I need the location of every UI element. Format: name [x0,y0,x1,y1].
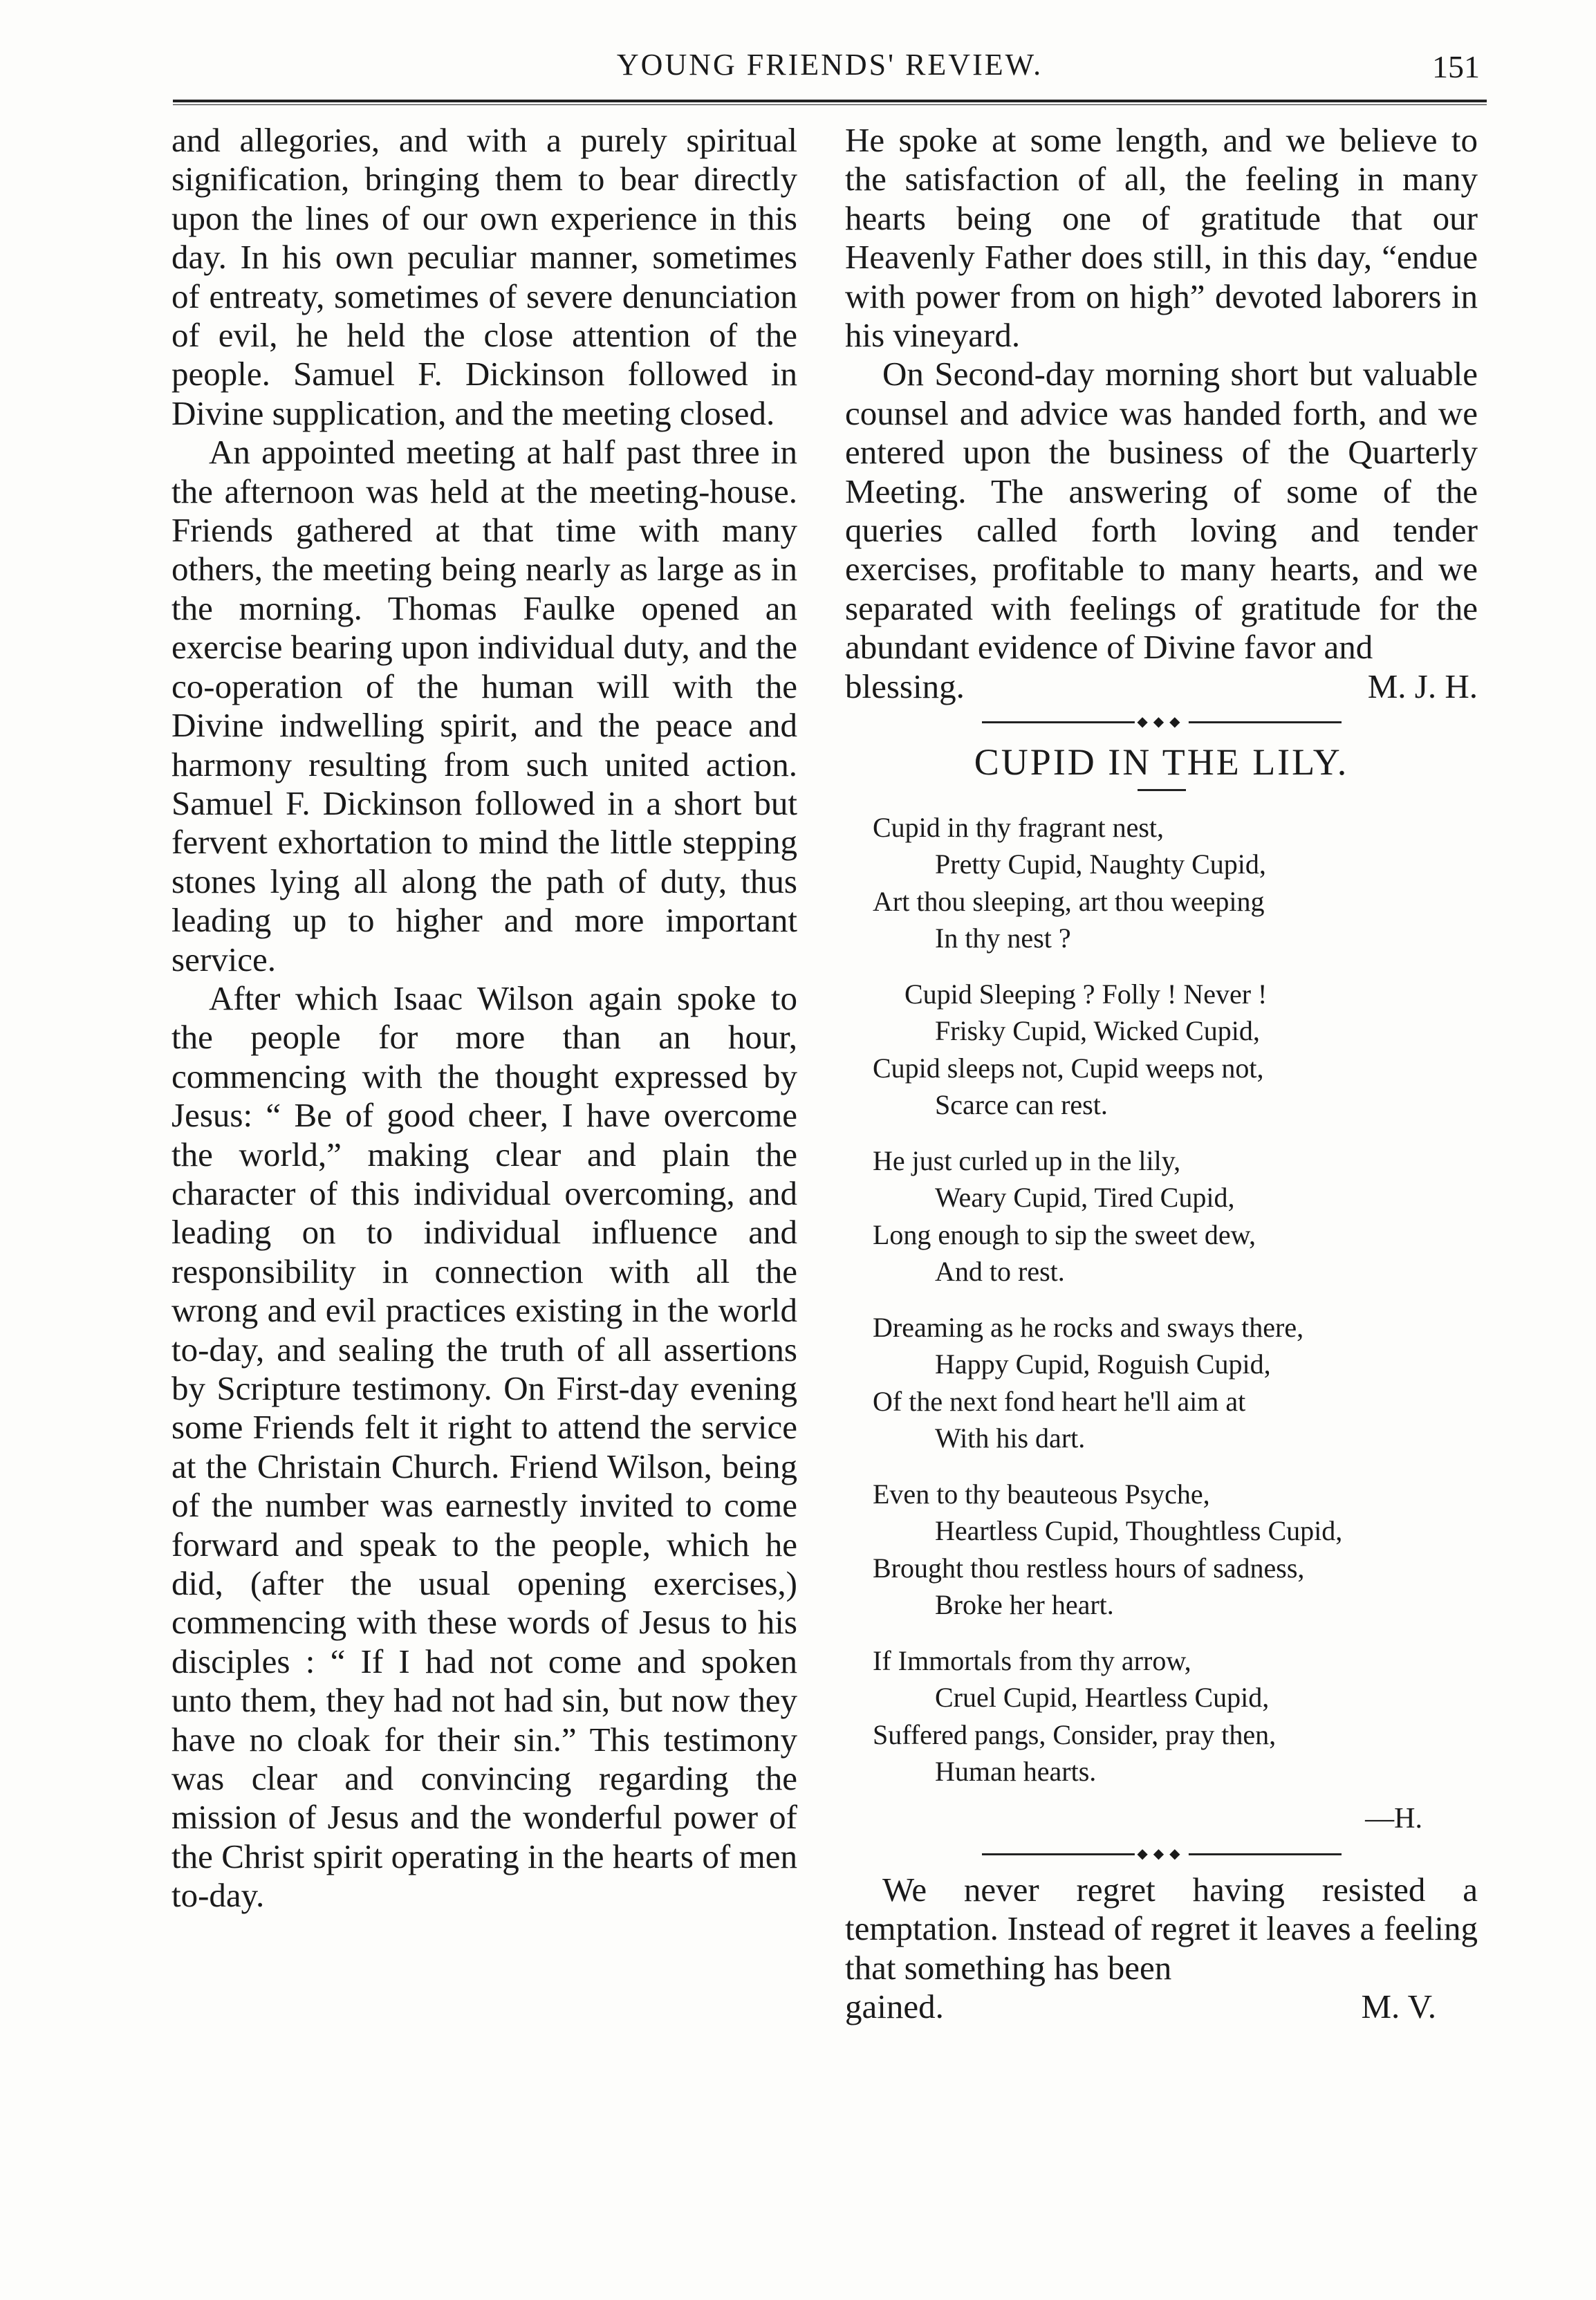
poem-line: Broke her heart. [935,1589,1114,1620]
poem-line: Scarce can rest. [935,1089,1108,1120]
poem-stanza [873,809,1478,957]
article-paragraph: On Second-day morning short but valuable counsel and advice was handed forth, and we entered upon the business of the Quarterly Meeting. The answering of some of the queries called forth loving and tender exercises, profitable to many hearts, and we separated with feelings of gratitude for the abundant evidence of Divine favor and [845,355,1478,667]
article-last-word: blessing. [845,667,965,705]
poem-line: And to rest. [935,1256,1065,1287]
running-title: YOUNG FRIENDS' REVIEW. [616,48,1043,82]
poem-stanza [873,1142,1478,1290]
poem-line: Pretty Cupid, Naughty Cupid, [935,848,1266,880]
poem-signature: —H. [1365,1802,1422,1835]
article-signature: M. J. H. [1367,667,1478,705]
poem-line: Even to thy beauteous Psyche, [873,1478,1210,1510]
header-rule [173,100,1487,105]
section-divider [982,1853,1342,1855]
poem-body [845,809,1478,1790]
poem-stanza [873,1642,1478,1790]
article-closing-line [845,667,1478,706]
title-underline [1138,789,1186,791]
article-paragraph: After which Isaac Wilson again spoke to the people for more than an hour, commencing with the thought expressed by Jesus: “ Be of good cheer, I have overcome the world,” making clear and plain the character of this individual overcoming, and leading on to individual influence and responsibility in connection with all the wrong and evil practices existing in the world to-day, and sealing the truth of all assertions by Scripture testimony. On First-day evening some Friends felt it right to attend the service at the Christain Church. Friend Wilson, being of the number was earnestly invited to come forward and speak to the people, which he did, (after the usual opening exercises,) commencing with these words of Jesus to his disciples : “ If I had not come and spoken unto them, they had not had sin, but now they have no cloak for their sin.” This testimony was clear and convincing regarding the mission of Jesus and the wonderful power of the Christ spirit operating in the hearts of men to-day. [171,979,797,1915]
poem-line: Cupid in thy fragrant nest, [873,811,1164,843]
section-divider [982,721,1342,723]
closing-signature: M. V. [1361,1987,1436,2026]
poem-line: Cruel Cupid, Heartless Cupid, [935,1682,1270,1713]
closing-last-word: gained. [845,1987,944,2026]
poem-line: In thy nest ? [935,922,1071,954]
poem-line: Heartless Cupid, Thoughtless Cupid, [935,1515,1343,1546]
article-paragraph: He spoke at some length, and we believe to the satisfaction of all, the feeling in many hearts being one of gratitude that our Heavenly Father does still, in this day, “endue with power from on high” devoted laborers in his vineyard. [845,121,1478,355]
poem-line: Art thou sleeping, art thou weeping [873,885,1265,917]
poem-line: Weary Cupid, Tired Cupid, [935,1182,1235,1213]
page-header [173,43,1487,105]
page-number: 151 [1432,49,1480,84]
poem-line: Of the next fond heart he'll aim at [873,1385,1246,1417]
poem-line: Long enough to sip the sweet dew, [873,1218,1256,1250]
poem-line: Cupid sleeps not, Cupid weeps not, [873,1052,1264,1084]
right-column [845,121,1478,2027]
poem-line: Frisky Cupid, Wicked Cupid, [935,1015,1260,1046]
poem-title: CUPID IN THE LILY. [974,741,1349,783]
poem-stanza [873,1309,1478,1457]
poem-line: With his dart. [935,1422,1086,1454]
poem-stanza [873,976,1478,1124]
poem-line: Suffered pangs, Consider, pray then, [873,1718,1277,1750]
poem-line: He just curled up in the lily, [873,1144,1181,1176]
poem-line: Happy Cupid, Roguish Cupid, [935,1348,1271,1380]
poem-line: Cupid Sleeping ? Folly ! Never ! [904,978,1268,1010]
closing-note [845,1871,1478,2027]
article-paragraph: and allegories, and with a purely spiritual signification, bringing them to bear directly upon the lines of our own experience in this day. In his own peculiar manner, sometimes of entreaty, sometimes of severe denunciation of evil, he held the close attention of the people. Samuel F. Dickinson followed in Divine supplication, and the meeting closed. [171,121,797,432]
closing-last-line [845,1987,1478,2026]
article-paragraph: An appointed meeting at half past three in the afternoon was held at the meeting-house. Friends gathered at that time with many others, the meeting being nearly as large as in the morning. Thomas Faulke opened an exercise bearing upon individual duty, and the co-operation of the human will with the Divine indwelling spirit, and the peace and harmony resulting from such united action. Samuel F. Dickinson followed in a short but fervent exhortation to mind the little stepping stones lying all along the path of duty, thus leading up to higher and more important service. [171,433,797,979]
closing-paragraph: We never regret having resisted a temptation. Instead of regret it leaves a feeling that something has been [845,1870,1478,1987]
poem-line: If Immortals from thy arrow, [873,1644,1191,1676]
poem-line: Brought thou restless hours of sadness, [873,1552,1305,1584]
left-column [171,121,797,1916]
poem-line: Dreaming as he rocks and sways there, [873,1311,1304,1343]
poem-stanza [873,1476,1478,1624]
poem-line: Human hearts. [935,1756,1097,1787]
